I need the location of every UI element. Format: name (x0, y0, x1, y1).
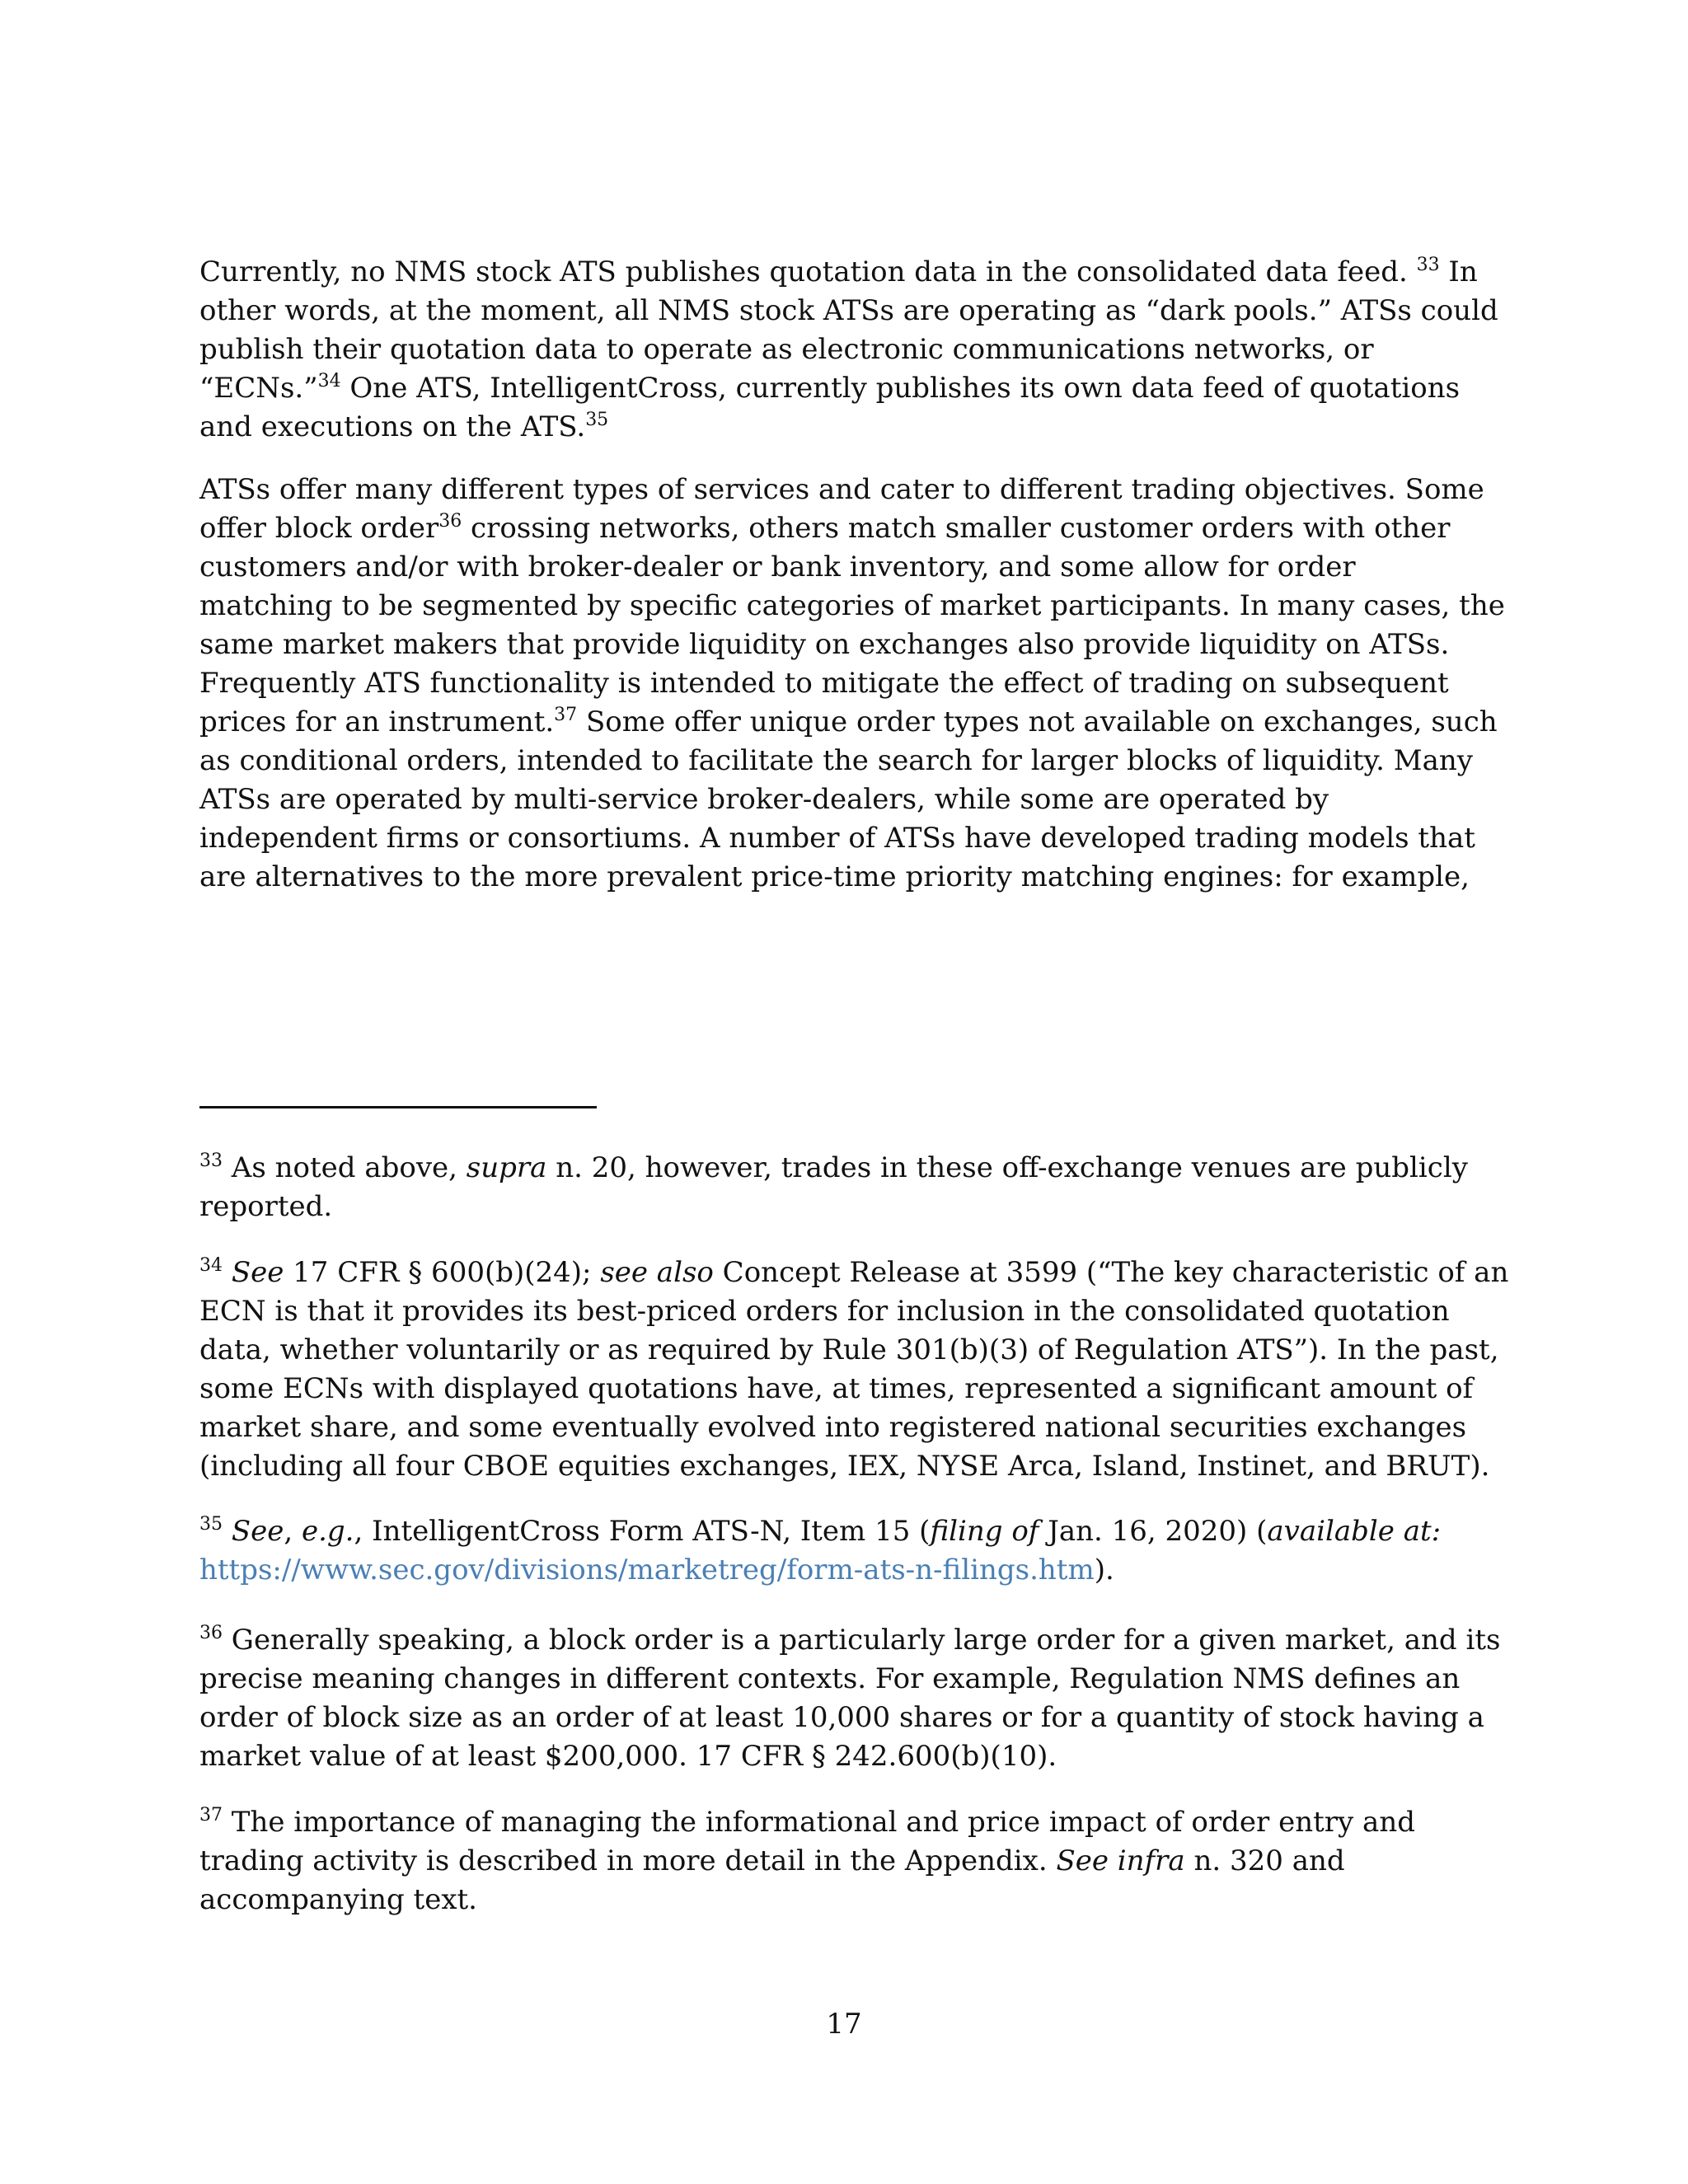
footnote-separator (199, 1106, 597, 1108)
text-line: $^{34}$ See 17 CFR § 600(b)(24); see also Concept Release at 3599 (“The key characteristic of an (199, 1255, 1509, 1289)
footnote-ref-34[interactable]: 34 (317, 371, 341, 391)
body-paragraph-1 (199, 253, 1502, 447)
text-line: $^{35}$ See, e.g., IntelligentCross Form ATS-N, Item 15 (filing of Jan. 16, 2020) (available at: (199, 1514, 1442, 1548)
text-line: precise meaning changes in different contexts. For example, Regulation NMS defines an (199, 1662, 1461, 1695)
text-line: independent firms or consortiums. A number of ATSs have developed trading models that (199, 822, 1475, 855)
text-line: “ECNs.”$^{34}$ One ATS, IntelligentCross, currently publishes its own data feed of quotations (199, 371, 1461, 405)
text-line: (including all four CBOE equities exchanges, IEX, NYSE Arca, Island, Instinet, and BRUT). (199, 1450, 1490, 1483)
text-line: Frequently ATS functionality is intended to mitigate the effect of trading on subsequent (199, 667, 1449, 700)
text-line: market share, and some eventually evolved into registered national securities exchanges (199, 1411, 1467, 1444)
text-line: customers and/or with broker-dealer or bank inventory, and some allow for order (199, 551, 1356, 583)
footnote-ref-33[interactable]: 33 (1416, 255, 1440, 275)
text-line: are alternatives to the more prevalent price-time priority matching engines: for example, (199, 860, 1470, 893)
text-line: Currently, no NMS stock ATS publishes quotation data in the consolidated data feed. $^{33}$ In (199, 255, 1478, 288)
text-line: and executions on the ATS.$^{35}$ (199, 410, 609, 443)
text-line: ATSs are operated by multi-service broker-dealers, while some are operated by (199, 783, 1329, 816)
text-line: $^{33}$ As noted above, supra n. 20, however, trades in these off-exchange venues are publicly (199, 1151, 1468, 1184)
text-line: some ECNs with displayed quotations have, at times, represented a significant amount of (199, 1372, 1474, 1405)
footnote-number: 33 (199, 1151, 223, 1171)
text-line: $^{37}$ The importance of managing the informational and price impact of order entry and (199, 1805, 1415, 1839)
text-line: order of block size as an order of at least 10,000 shares or for a quantity of stock having a (199, 1701, 1484, 1734)
text-line: data, whether voluntarily or as required by Rule 301(b)(3) of Regulation ATS”). In the past, (199, 1333, 1499, 1366)
text-line: reported. (199, 1190, 333, 1223)
text-line: publish their quotation data to operate as electronic communications networks, or (199, 333, 1374, 366)
text-line: market value of at least $200,000. 17 CFR § 242.600(b)(10). (199, 1740, 1057, 1773)
text-line: https://www.sec.gov/divisions/marketreg/form-ats-n-filings.htm). (199, 1554, 1114, 1586)
footnote-number: 36 (199, 1623, 223, 1643)
text-line: matching to be segmented by specific categories of market participants. In many cases, the (199, 589, 1505, 622)
text-line: offer block order$^{36}$ crossing networks, others match smaller customer orders with other (199, 511, 1451, 545)
footnote-ref-35[interactable]: 35 (585, 410, 609, 430)
footnote-number: 35 (199, 1514, 223, 1535)
text-line: prices for an instrument.$^{37}$ Some offer unique order types not available on exchanges, such (199, 705, 1498, 738)
text-line: ATSs offer many different types of services and cater to different trading objectives. Some (199, 473, 1484, 506)
footnote-36 (199, 1621, 1502, 1776)
footnote-number: 37 (199, 1805, 223, 1825)
footnote-ref-36[interactable]: 36 (438, 511, 462, 532)
text-line: trading activity is described in more detail in the Appendix. See infra n. 320 and (199, 1844, 1345, 1877)
body-paragraph-2 (199, 471, 1505, 897)
text-line: as conditional orders, intended to facilitate the search for larger blocks of liquidity. Many (199, 744, 1473, 777)
footnote-34 (199, 1254, 1509, 1486)
text-line: accompanying text. (199, 1883, 477, 1916)
text-line: $^{36}$ Generally speaking, a block order is a particularly large order for a given market, and its (199, 1623, 1501, 1657)
footnote-ref-37[interactable]: 37 (554, 705, 578, 725)
footnote-33 (199, 1149, 1502, 1226)
text-line: same market makers that provide liquidity on exchanges also provide liquidity on ATSs. (199, 628, 1450, 661)
sec-filings-link[interactable]: https://www.sec.gov/divisions/marketreg/form-ats-n-filings.htm (199, 1554, 1095, 1586)
text-line: other words, at the moment, all NMS stock ATSs are operating as “dark pools.” ATSs could (199, 294, 1498, 327)
footnote-35 (199, 1512, 1502, 1590)
footnote-number: 34 (199, 1255, 223, 1276)
footnote-37 (199, 1803, 1502, 1919)
text-line: ECN is that it provides its best-priced orders for inclusion in the consolidated quotation (199, 1295, 1450, 1328)
page-number: 17 (826, 2008, 862, 2041)
